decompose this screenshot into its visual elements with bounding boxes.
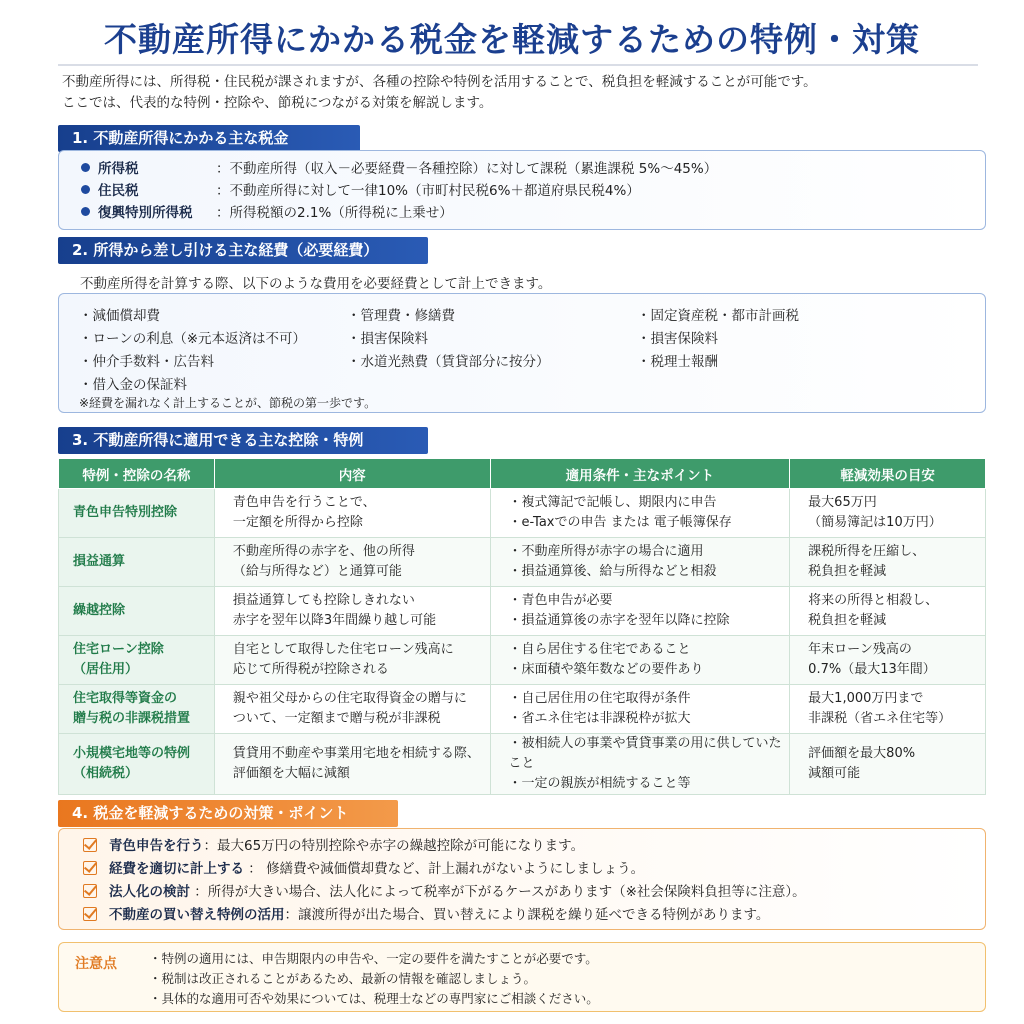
table-row <box>59 587 986 636</box>
cell-line: 赤字を翌年以降3年間繰り越し可能 <box>232 613 437 628</box>
row-content <box>214 685 490 734</box>
title-divider <box>58 64 978 66</box>
cell-line: （居住用） <box>73 662 139 677</box>
tip-item <box>83 904 769 927</box>
row-content <box>214 538 490 587</box>
cell-line: 不動産所得の赤字を、他の所得 <box>232 544 415 559</box>
row-effect <box>790 685 986 734</box>
row-effect <box>790 734 986 795</box>
caution-box <box>58 942 986 1012</box>
tip-label: 法人化の検討 <box>109 884 190 900</box>
cell-line: 青色申告を行うことで、 <box>232 495 376 510</box>
cell-line: 税負担を軽減 <box>808 613 887 628</box>
expense-item: ・仲介手数料・広告料 <box>79 354 214 370</box>
tax-item <box>81 202 453 224</box>
row-name <box>59 734 215 795</box>
tip-desc: ：所得が大きい場合、法人化によって税率が下がるケースがあります（※社会保険料負担等に注意）。 <box>190 884 806 900</box>
row-condition <box>490 538 790 587</box>
intro-line: 不動産所得には、所得税・住民税が課されますが、各種の控除や特例を活用することで、税負担を軽減することが可能です。 <box>62 74 817 90</box>
cell-line: 損益通算 <box>73 554 126 569</box>
caution-line: ・税制は改正されることがあるため、最新の情報を確認しましょう。 <box>149 971 537 986</box>
expense-item: ・借入金の保証料 <box>79 377 187 393</box>
cell-line: 贈与税の非課税措置 <box>73 711 191 726</box>
row-content <box>214 489 490 538</box>
expense-item: ・損害保険料 <box>347 331 428 347</box>
table-row <box>59 489 986 538</box>
row-name <box>59 685 215 734</box>
tip-desc: ：最大65万円の特別控除や赤字の繰越控除が可能になります。 <box>203 838 585 854</box>
expense-item: ・税理士報酬 <box>637 354 718 370</box>
expense-item: ・ローンの利息（※元本返済は不可） <box>79 331 307 347</box>
checkbox-icon <box>83 884 97 898</box>
cell-line: 繰越控除 <box>73 603 126 618</box>
column-header: 軽減効果の目安 <box>790 459 986 489</box>
cell-line: 住宅ローン控除 <box>73 642 164 657</box>
cell-line: 非課税（省エネ住宅等） <box>808 711 952 726</box>
section1-heading: 1. 不動産所得にかかる主な税金 <box>58 125 360 152</box>
section2-heading: 2. 所得から差し引ける主な経費（必要経費） <box>58 237 428 264</box>
tax-label: 住民税 <box>98 183 139 199</box>
tax-desc: ：不動産所得（収入－必要経費－各種控除）に対して課税（累進課税 5%～45%） <box>216 161 718 177</box>
tip-item <box>83 835 584 858</box>
cell-line: 自宅として取得した住宅ローン残高に <box>232 642 454 657</box>
intro-text <box>62 72 982 114</box>
tip-desc: ： 修繕費や減価償却費など、計上漏れがないようにしましょう。 <box>244 861 645 877</box>
checkbox-icon <box>83 907 97 921</box>
tax-label: 所得税 <box>98 161 139 177</box>
expense-item: ・損害保険料 <box>637 331 718 347</box>
row-name <box>59 489 215 538</box>
cell-line: 青色申告特別控除 <box>73 505 178 520</box>
tax-desc: ：不動産所得に対して一律10%（市町村民税6%＋都道府県民税4%） <box>216 183 640 199</box>
cell-line: ・自ら居住する住宅であること <box>508 642 691 657</box>
cell-line: 一定額を所得から控除 <box>232 515 363 530</box>
row-condition <box>490 489 790 538</box>
row-name <box>59 636 215 685</box>
section3-heading: 3. 不動産所得に適用できる主な控除・特例 <box>58 427 428 454</box>
cell-line: 評価額を最大80% <box>808 746 916 761</box>
cell-line: 年末ローン残高の <box>808 642 912 657</box>
intro-line: ここでは、代表的な特例・控除や、節税につながる対策を解説します。 <box>62 95 493 111</box>
cell-line: 損益通算しても控除しきれない <box>232 593 415 608</box>
cell-line: 税負担を軽減 <box>808 564 887 579</box>
checkbox-icon <box>83 861 97 875</box>
table-row <box>59 734 986 795</box>
row-effect <box>790 538 986 587</box>
row-content <box>214 587 490 636</box>
column-header: 特例・控除の名称 <box>59 459 215 489</box>
cell-line: 住宅取得等資金の <box>73 691 178 706</box>
row-content <box>214 636 490 685</box>
cell-line: 最大1,000万円まで <box>808 691 924 706</box>
row-effect <box>790 489 986 538</box>
cell-line: 親や祖父母からの住宅取得資金の贈与に <box>232 691 467 706</box>
column-header: 内容 <box>214 459 490 489</box>
bullet-icon <box>81 185 90 194</box>
cell-line: 減額可能 <box>808 766 861 781</box>
checkbox-icon <box>83 838 97 852</box>
bullet-icon <box>81 163 90 172</box>
row-condition <box>490 587 790 636</box>
cell-line: 最大65万円 <box>808 495 877 510</box>
cell-line: 賃貸用不動産や事業用宅地を相続する際、 <box>232 746 480 761</box>
expense-footnote: ※経費を漏れなく計上することが、節税の第一歩です。 <box>79 396 377 410</box>
section2-box <box>58 293 986 413</box>
row-content <box>214 734 490 795</box>
cell-line: （簡易簿記は10万円） <box>808 515 942 530</box>
expense-item: ・減価償却費 <box>79 308 160 324</box>
cell-line: ・損益通算後、給与所得などと相殺 <box>508 564 717 579</box>
page-title: 不動産所得にかかる税金を軽減するための特例・対策 <box>104 20 920 59</box>
tip-label: 不動産の買い替え特例の活用 <box>109 907 285 923</box>
row-effect <box>790 587 986 636</box>
caution-line: ・特例の適用には、申告期限内の申告や、一定の要件を満たすことが必要です。 <box>149 951 598 966</box>
table-row <box>59 685 986 734</box>
tip-item <box>83 858 644 881</box>
section1-box <box>58 150 986 230</box>
cell-line: 応じて所得税が控除される <box>232 662 389 677</box>
caution-line: ・具体的な適用可否や効果については、税理士などの専門家にご相談ください。 <box>149 991 599 1006</box>
row-condition <box>490 734 790 795</box>
cell-line: ・損益通算後の赤字を翌年以降に控除 <box>508 613 730 628</box>
bullet-icon <box>81 207 90 216</box>
tax-item <box>81 158 717 180</box>
cell-line: ・自己居住用の住宅取得が条件 <box>508 691 691 706</box>
cell-line: ・床面積や築年数などの要件あり <box>508 662 704 677</box>
cell-line: ・一定の親族が相続すること等 <box>508 776 691 791</box>
caution-label: 注意点 <box>75 956 117 972</box>
column-header: 適用条件・主なポイント <box>490 459 790 489</box>
row-condition <box>490 685 790 734</box>
tip-label: 経費を適切に計上する <box>109 861 244 877</box>
expense-item: ・水道光熱費（賃貸部分に按分） <box>347 354 550 370</box>
cell-line: ・e-Taxでの申告 または 電子帳簿保存 <box>508 515 732 530</box>
section2-note: 不動産所得を計算する際、以下のような費用を必要経費として計上できます。 <box>80 276 552 292</box>
tax-label: 復興特別所得税 <box>98 205 193 221</box>
cell-line: ・複式簿記で記帳し、期限内に申告 <box>508 495 717 510</box>
tip-item <box>83 881 806 904</box>
cell-line: 評価額を大幅に減額 <box>232 766 350 781</box>
tip-desc: ：譲渡所得が出た場合、買い替えにより課税を繰り延べできる特例があります。 <box>284 907 770 923</box>
cell-line: 将来の所得と相殺し、 <box>808 593 939 608</box>
cell-line: 小規模宅地等の特例 <box>73 746 191 761</box>
cell-line: （相続税） <box>73 766 139 781</box>
cell-line: ・不動産所得が赤字の場合に適用 <box>508 544 704 559</box>
cell-line: （給与所得など）と通算可能 <box>232 564 402 579</box>
cell-line: ・被相続人の事業や賃貸事業の用に供していたこと <box>508 736 782 771</box>
expense-item: ・管理費・修繕費 <box>347 308 455 324</box>
cell-line: ・省エネ住宅は非課税枠が拡大 <box>508 711 691 726</box>
row-condition <box>490 636 790 685</box>
cell-line: ・青色申告が必要 <box>508 593 613 608</box>
tax-item <box>81 180 640 202</box>
tip-label: 青色申告を行う <box>109 838 204 854</box>
deduction-table <box>58 458 986 795</box>
cell-line: 課税所得を圧縮し、 <box>808 544 926 559</box>
cell-line: ついて、一定額まで贈与税が非課税 <box>232 711 441 726</box>
table-header-row <box>59 459 986 489</box>
row-name <box>59 587 215 636</box>
expense-item: ・固定資産税・都市計画税 <box>637 308 799 324</box>
section4-box <box>58 828 986 930</box>
row-effect <box>790 636 986 685</box>
table-row <box>59 538 986 587</box>
section4-heading: 4. 税金を軽減するための対策・ポイント <box>58 800 398 827</box>
row-name <box>59 538 215 587</box>
tax-desc: ：所得税額の2.1%（所得税に上乗せ） <box>216 205 453 221</box>
cell-line: 0.7%（最大13年間） <box>808 662 936 677</box>
table-row <box>59 636 986 685</box>
